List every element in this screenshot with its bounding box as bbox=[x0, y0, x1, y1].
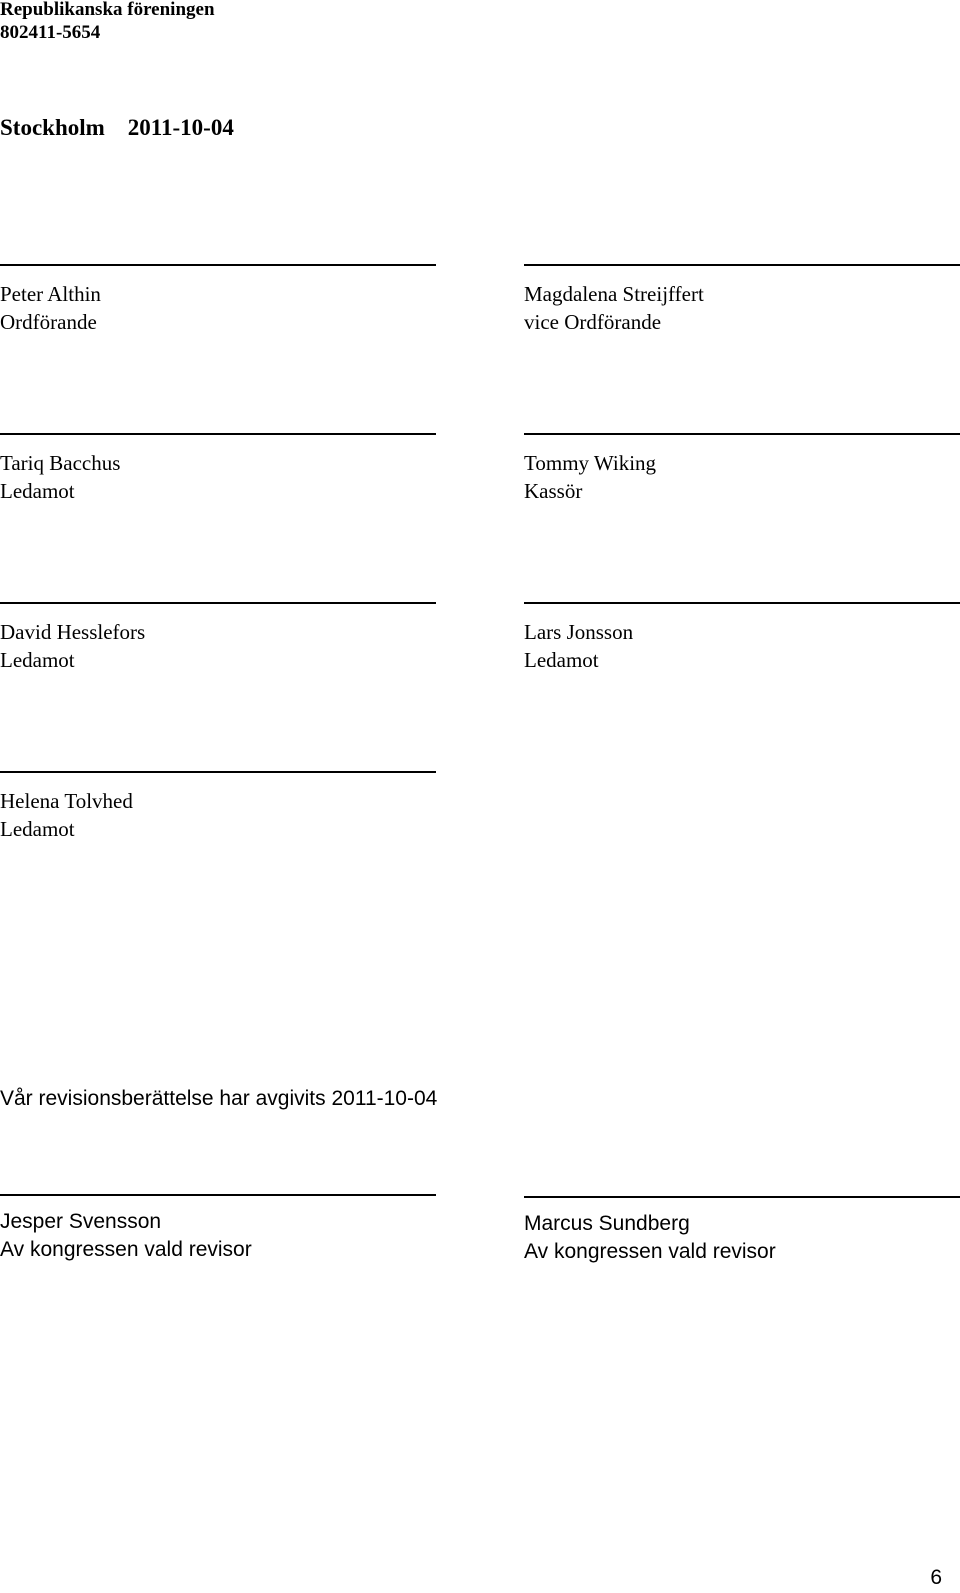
signature-block-chair bbox=[0, 264, 436, 336]
signatory-role: vice Ordförande bbox=[524, 310, 662, 334]
audit-statement: Vår revisionsberättelse har avgivits 2011-10-04 bbox=[0, 1087, 438, 1110]
signatory-name: Jesper Svensson bbox=[0, 1210, 162, 1233]
signatory-role: Ledamot bbox=[0, 817, 75, 841]
signature-line bbox=[524, 433, 960, 435]
signature-block-auditor-sundberg bbox=[524, 1196, 960, 1266]
signature-line bbox=[0, 771, 436, 773]
signature-line bbox=[0, 264, 436, 266]
signatory-name: Tommy Wiking bbox=[524, 451, 657, 475]
signature-block-member-tolvhed bbox=[0, 771, 436, 843]
organization-name: Republikanska föreningen bbox=[0, 0, 215, 20]
signature-block-treasurer bbox=[524, 433, 960, 505]
organization-header bbox=[0, 0, 215, 44]
signatory-role: Ledamot bbox=[0, 479, 75, 503]
signatory-role: Av kongressen vald revisor bbox=[524, 1240, 776, 1263]
signature-line bbox=[0, 433, 436, 435]
signature-line bbox=[0, 602, 436, 604]
signature-line bbox=[524, 264, 960, 266]
page-number: 6 bbox=[930, 1566, 942, 1589]
signature-line bbox=[0, 1194, 436, 1196]
signatory-name: David Hesslefors bbox=[0, 620, 146, 644]
signatory-role: Ordförande bbox=[0, 310, 97, 334]
signatory-role: Av kongressen vald revisor bbox=[0, 1238, 252, 1261]
signature-line bbox=[524, 602, 960, 604]
signature-block-vice-chair bbox=[524, 264, 960, 336]
signatory-role: Kassör bbox=[524, 479, 583, 503]
signatory-name: Tariq Bacchus bbox=[0, 451, 121, 475]
signature-block-auditor-svensson bbox=[0, 1194, 436, 1264]
signature-block-member-bacchus bbox=[0, 433, 436, 505]
organization-number: 802411-5654 bbox=[0, 22, 101, 43]
signatory-role: Ledamot bbox=[0, 648, 75, 672]
signature-line bbox=[524, 1196, 960, 1198]
signatory-role: Ledamot bbox=[524, 648, 599, 672]
signatory-name: Magdalena Streijffert bbox=[524, 282, 704, 306]
signature-block-member-jonsson bbox=[524, 602, 960, 674]
signatory-name: Marcus Sundberg bbox=[524, 1212, 690, 1235]
signature-block-member-hesslefors bbox=[0, 602, 436, 674]
signatory-name: Peter Althin bbox=[0, 282, 101, 306]
signatory-name: Helena Tolvhed bbox=[0, 789, 133, 813]
place-and-date: Stockholm 2011-10-04 bbox=[0, 115, 234, 140]
signatory-name: Lars Jonsson bbox=[524, 620, 634, 644]
